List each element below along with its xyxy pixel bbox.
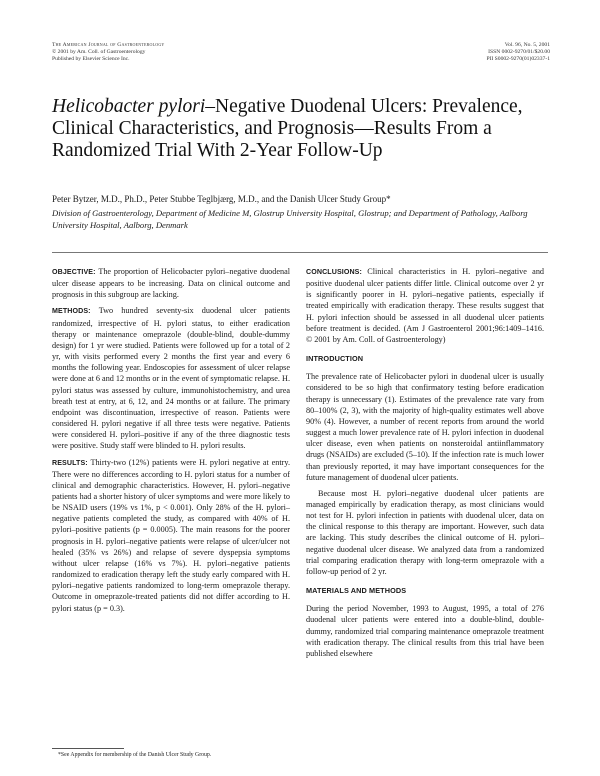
- article-title: [52, 96, 552, 162]
- results-label: RESULTS:: [52, 458, 88, 467]
- introduction-heading: INTRODUCTION: [306, 354, 364, 364]
- methods-text: Two hundred seventy-six duodenal ulcer patients randomized, irrespective of H. pylori status, to either eradication therapy or maintenance omeprazole (double-blind, double-dummy design) for 1 yr were studied. Patients were followed up for a total of 2 yr, with visits performed every 2 months the first year and every 6 months the following year. Endoscopies for assessment of ulcer relapse were done at 6 and 12 months or in the event of symptomatic relapse. H. pylori status was assessed by culture, immunohistochemistry, and urea breath test at entry, at 6, 12, and 24 months or at failure. The primary endpoint was discontinuation, irrespective of reason. Patients were considered H. pylori negative if all three tests were negative. Patients were considered H. pylori–positive if any of the three diagnostic tests were positive. Study staff were blinded to H. pylori results.: [52, 306, 290, 451]
- journal-publisher: Published by Elsevier Science Inc.: [52, 55, 130, 62]
- abstract-results: [52, 457, 290, 614]
- methods-heading: MATERIALS AND METHODS: [306, 586, 407, 596]
- methods-label: METHODS:: [52, 307, 91, 316]
- footnote-rule: [52, 748, 124, 749]
- title-italic-part: Helicobacter pylori: [52, 96, 206, 117]
- objective-label: OBJECTIVE:: [52, 268, 96, 276]
- author-list: Peter Bytzer, M.D., Ph.D., Peter Stubbe Teglbjærg, M.D., and the Danish Ulcer Study Group*: [52, 194, 391, 204]
- abstract-objective: [52, 266, 290, 300]
- footnote: *See Appendix for membership of the Danish Ulcer Study Group.: [58, 752, 212, 758]
- introduction-paragraph-1: The prevalence rate of Helicobacter pylori in duodenal ulcer is usually considered to be so high that confirmatory testing before eradication therapy is unnecessary (1). Estimates of the prevalence rate vary from 80–100% (2, 3), with the majority of high-quality estimates well above 90% (4). However, a number of recent reports from around the world suggest a much lower prevalence rate of H. pylori infection in duodenal ulcer disease, even when patients on nonsteroidal antiinflammatory drugs (NSAIDs) are excluded (5–10). If the infection rate is much lower than previously reported, it may have important consequences for the future management of duodenal ulcer patients.: [306, 372, 544, 482]
- results-text: Thirty-two (12%) patients were H. pylori negative at entry. There were no differences according to H. pylori status for a number of clinical and demographic characteristics. However, H. pylori–negative patients had a shorter history of ulcer symptoms and were more likely to be NSAID users (19% vs 1%, p < 0.001). Only 28% of the H. pylori–negative patients completed the study, as compared with 40% of H. pylori–positive patients (p = 0.0005). The main reasons for the poorer prognosis in H. pylori–negative patients were relapse of ulcer/ulcer not healed (35% vs 26%) and relapse of severe dyspepsia symptoms without ulcer relapse (16% vs 7%). H. pylori–negative patients randomized to eradication therapy left the study early compared with H. pylori–negative patients randomized to long-term omeprazole therapy. Outcome in omeprazole-treated patients did not differ according to H. pylori status (p = 0.3).: [52, 457, 290, 613]
- affiliation: Division of Gastroenterology, Department of Medicine M, Glostrup University Hospital, Glostrup; and Department of Pathology, Aalborg University Hospital, Aalborg, Denmark: [52, 208, 528, 230]
- left-column: [52, 266, 290, 619]
- volume-issue: Vol. 96, No. 5, 2001: [504, 42, 550, 48]
- journal-copyright: © 2001 by Am. Coll. of Gastroenterology: [52, 48, 146, 55]
- issue-info: [486, 42, 550, 62]
- conclusions-label: CONCLUSIONS:: [306, 268, 362, 276]
- conclusions-text: Clinical characteristics in H. pylori–negative and positive duodenal ulcer patients differ little. Clinical outcome over 2 yr is significantly poorer in H. pylori–negative patients, especially if treated empirically with eradication therapy. These results suggest that H. pylori infection should be assessed in all duodenal ulcer patients before treatment is decided. (Am J Gastroenterol 2001;96:1409–1416. © 2001 by Am. Coll. of Gastroenterology): [306, 267, 545, 344]
- abstract-top-rule: [52, 252, 548, 253]
- methods-paragraph-1: During the period November, 1993 to August, 1995, a total of 276 duodenal ulcer patients were entered into a double-blind, double-dummy, randomized trial comparing maintenance omeprazole treatment with eradication therapy. The clinical results from this trial have been published elsewhere: [306, 604, 544, 658]
- introduction-paragraph-2: Because most H. pylori–negative duodenal ulcer patients are managed empirically by eradication therapy, as most clinicians would not test for H. pylori infection in patients with duodenal ulcer, data on the clinical response to this therapy are important. However, such data are lacking. This study describes the clinical outcome of H. pylori–negative duodenal ulcer disease. We analyzed data from a randomized trial comparing eradication therapy with long-term omeprazole with a follow-up period of 2 yr.: [306, 488, 544, 576]
- title-rest: –Negative Duodenal Ulcers: Prevalence, Clinical Characteristics, and Prognosis—Results From a Randomized Trial With 2-Year Follow-Up: [52, 96, 523, 161]
- pii: PII S0002-9270(01)02337-1: [486, 55, 550, 62]
- objective-text: The proportion of Helicobacter pylori–negative duodenal ulcer disease appears to be increasing. Data on clinical outcome and prognosis in this subgroup are lacking.: [52, 267, 290, 300]
- journal-header: [52, 42, 165, 62]
- abstract-conclusions: [306, 266, 544, 345]
- abstract-methods: [52, 305, 290, 451]
- issn: ISSN 0002-9270/01/$20.00: [488, 48, 550, 55]
- journal-name: The American Journal of Gastroenterology: [52, 42, 165, 48]
- right-column: [306, 266, 544, 664]
